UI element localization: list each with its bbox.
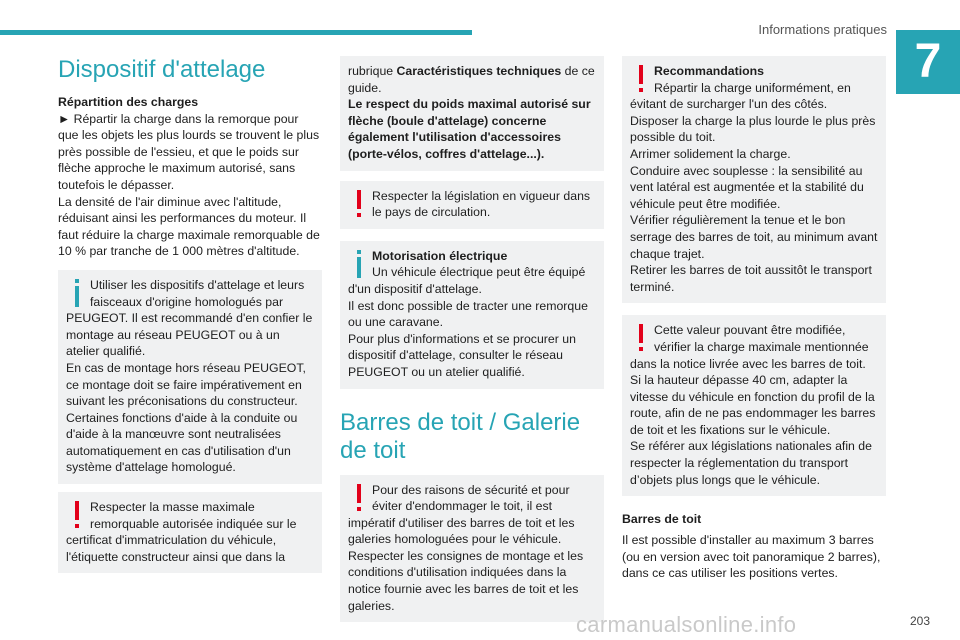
warning-icon — [352, 484, 366, 512]
box-text: Disposer la charge la plus lourde le plus près possible du toit. — [630, 113, 876, 145]
box-text: Si la hauteur dépasse 40 cm, adapter la vitesse du véhicule en fonction du profil de la route, afin de ne pas endommager les barres de toit et les fixations sur le véhicule. — [630, 373, 876, 437]
section-header: Informations pratiques — [758, 22, 887, 37]
box-text: En cas de montage hors réseau PEUGEOT, ce montage doit se faire impérativement en suivant les préconisations du constructeur. — [66, 360, 306, 409]
box-text: Retirer les barres de toit aussitôt le transport terminé. — [630, 263, 872, 294]
warning-box-charge — [622, 315, 886, 496]
page-number: 203 — [910, 614, 931, 628]
text-fragment: rubrique — [348, 64, 397, 78]
box-text: Conduire avec souplesse : la sensibilité au vent latéral est augmentée et la stabilité du véhicule peut être modifiée. — [630, 163, 864, 211]
watermark: carmanualsonline.info — [576, 612, 797, 637]
box-text: Respecter la masse maximale remorquable autorisée indiquée sur le — [90, 500, 297, 531]
box-title: Motorisation électrique — [372, 248, 508, 263]
warning-box-masse — [58, 492, 322, 573]
warning-icon — [352, 190, 366, 218]
box-text: Répartir la charge uniformément, en — [654, 80, 851, 95]
info-icon — [352, 250, 366, 278]
box-text: d'un dispositif d'attelage. — [348, 281, 482, 296]
box-text: impératif d'utiliser des barres de toit et les galeries homologuées pour le véhicule. — [348, 515, 575, 547]
box-text: Il est donc possible de tracter une remorque ou une caravane. — [348, 298, 588, 330]
box-text: PEUGEOT. Il est recommandé d'en confier le montage au réseau PEUGEOT ou à un atelier qualifié. — [66, 311, 313, 359]
text-fragment: de ce guide. — [348, 64, 595, 95]
warning-box-legislation — [340, 181, 604, 229]
info-box-motorisation — [340, 241, 604, 389]
box-text-bold: Le respect du poids maximal autorisé sur flèche (boule d'attelage) concerne également l'utilisation d'accessoires (porte-vélos, coffres d'attelage...). — [348, 97, 591, 161]
box-text — [348, 63, 596, 96]
subtitle-repartition: Répartition des charges — [58, 95, 199, 109]
box-text: Pour plus d'informations et se procurer un dispositif d'attelage, consulter le réseau PEUGEOT ou un atelier qualifié. — [348, 331, 576, 379]
warning-box-securite — [340, 475, 604, 623]
box-text: Pour des raisons de sécurité et pour éviter d'endommager le toit, il est — [372, 482, 570, 514]
warning-icon — [70, 501, 84, 529]
box-text: dans la notice livrée avec les barres de toit. — [630, 356, 866, 371]
box-title: Recommandations — [654, 64, 765, 78]
box-text: évitant de surcharger l'un des côtés. — [630, 97, 828, 112]
warning-box-recommandations — [622, 56, 886, 303]
warning-icon — [634, 324, 648, 352]
paragraph: La densité de l'air diminue avec l'altitude, réduisant ainsi les performances du moteur. Il faut réduire la charge maximale remorquable de 10 % par tranche de 1 000 mètres d'altitude. — [58, 194, 320, 259]
box-text: Arrimer solidement la charge. — [630, 146, 791, 161]
text-fragment-bold: Caractéristiques techniques — [396, 64, 562, 78]
box-text: Un véhicule électrique peut être équipé — [372, 265, 586, 280]
section-title-barres: Barres de toit / Galerie de toit — [340, 408, 581, 464]
paragraph: ► Répartir la charge dans la remorque pour que les objets les plus lourds se trouvent le plus près possible de l'essieu, et que le poids sur flèche approche le maximum autorisé, sans toutefois le dépasser. — [58, 111, 320, 192]
section-title-attelage: Dispositif d'attelage — [58, 56, 266, 83]
subtitle-barres-de-toit: Barres de toit — [622, 512, 702, 527]
box-text: Respecter la législation en vigueur dans le pays de circulation. — [372, 188, 591, 220]
box-text: Vérifier régulièrement la tenue et le bon serrage des barres de toit, au minimum avant chaque trajet. — [630, 213, 878, 261]
header-accent-bar — [0, 30, 472, 35]
column-3 — [622, 56, 886, 582]
column-2 — [340, 56, 604, 622]
info-box-attelage — [58, 270, 322, 484]
box-text: Certaines fonctions d'aide à la conduite ou d'aide à la manœuvre sont neutralisées automatiquement en cas d'utilisation d'un système d'attelage homologué. — [66, 410, 298, 475]
box-text: certificat d'immatriculation du véhicule, l'étiquette constructeur ainsi que dans la — [66, 533, 286, 564]
warning-icon — [634, 65, 648, 93]
box-text: Respecter les consignes de montage et les conditions d'utilisation indiquées dans la notice fournie avec les barres de toit et les galeries. — [348, 548, 584, 613]
info-icon — [70, 279, 84, 307]
chapter-number: 7 — [896, 30, 960, 94]
box-text: Cette valeur pouvant être modifiée, vérifier la charge maximale mentionnée — [654, 323, 869, 354]
paragraph: Il est possible d'installer au maximum 3 barres (ou en version avec toit panoramique 2 barres), dans ce cas utiliser les positions vertes. — [622, 533, 881, 581]
continued-box — [340, 56, 604, 171]
box-text: Se référer aux législations nationales afin de respecter la réglementation du transport d’objets plus longs que le véhicule. — [630, 439, 872, 487]
column-1 — [58, 56, 322, 573]
box-text: Utiliser les dispositifs d'attelage et leurs faisceaux d'origine homologués par — [90, 277, 305, 309]
